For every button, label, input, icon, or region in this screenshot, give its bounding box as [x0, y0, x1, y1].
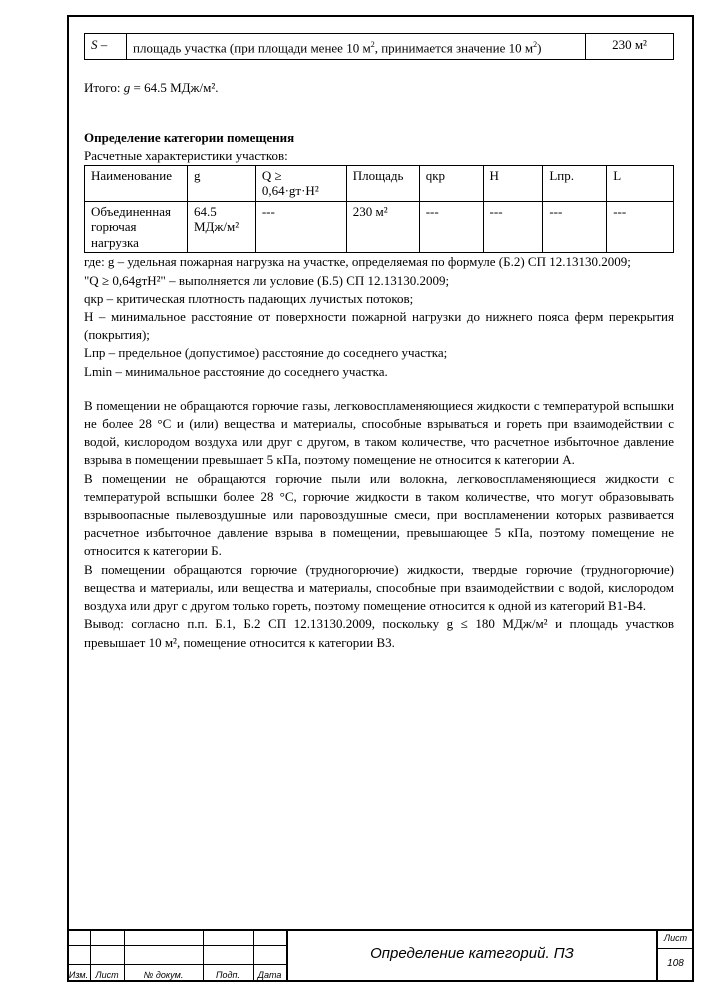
table-cell: --- — [419, 201, 483, 253]
sheet-number: 108 — [667, 958, 684, 969]
conclusion-paragraph: Вывод: согласно п.п. Б.1, Б.2 СП 12.13130.2009, поскольку g ≤ 180 МДж/м² и площадь участков превышает 10 м², помещение относится к категории В3. — [84, 616, 674, 650]
col-header: g — [187, 165, 255, 201]
paragraph: В помещении не обращаются горючие пыли или волокна, легковоспламеняющиеся жидкости с температурой вспышки более 28 °С, горючие жидкости в таком количестве, что могут образовывать взрывоопасные пылевоздушные или паровоздушные смеси, при воспламенении которых развивается расчетное избыточное давление взрыва в помещении, превышающее 5 кПа, поэтому помещение не относится к категории Б. — [84, 470, 674, 559]
table-cell: --- — [483, 201, 543, 253]
paragraph: В помещении обращаются горючие (трудногорючие) жидкости, твердые горючие (трудногорючие) вещества и материалы, или вещества и материалы, способные при взаимодействии с водой, кислородом воздуха или друг с другом только гореть, поэтому помещение относится к одной из категорий В1-В4. — [84, 561, 674, 614]
legend-item: Lпр – предельное (допустимое) расстояние до соседнего участка; — [84, 345, 448, 361]
section-title: Определение категории помещения — [84, 129, 295, 145]
legend-item: H – минимальное расстояние от поверхности пожарной нагрузки до нижнего пояса ферм перекрытия (покрытия); — [84, 309, 674, 343]
table-cell: --- — [607, 201, 674, 253]
section-subtitle: Расчетные характеристики участков: — [84, 147, 288, 163]
table-cell: --- — [543, 201, 607, 253]
table-cell: Объединенная горючая нагрузка — [85, 201, 188, 253]
legend-item: qкр – критическая плотность падающих лучистых потоков; — [84, 290, 414, 306]
table-row — [85, 34, 674, 60]
col-header: Q ≥ 0,64·gт·H² — [255, 165, 346, 201]
col-header: H — [483, 165, 543, 201]
legend-item: "Q ≥ 0,64gтH²" – выполняется ли условие (Б.5) СП 12.13130.2009; — [84, 272, 450, 288]
table-row — [85, 201, 674, 253]
label-list: Лист — [95, 970, 119, 980]
label-signature: Подп. — [216, 970, 240, 980]
table-cell: 230 м² — [346, 201, 419, 253]
label-izm: Изм. — [68, 970, 89, 980]
total-line: Итого: g = 64.5 МДж/м². — [84, 80, 219, 96]
col-header: Наименование — [85, 165, 188, 201]
label-date: Дата — [257, 970, 282, 980]
document-body — [84, 33, 674, 652]
table-cell: 64.5 МДж/м² — [187, 201, 255, 253]
title-block — [67, 929, 694, 982]
table-cell: --- — [255, 201, 346, 253]
legend — [84, 253, 674, 380]
table-header-row — [85, 165, 674, 201]
paragraph: В помещении не обращаются горючие газы, легковоспламеняющиеся жидкости с температурой вспышки не более 28 °С и (или) вещества и материалы, способные взрываться и гореть при взаимодействии с водой, кислородом воздуха или друг с другом, в таком количестве, что расчетное избыточное давление взрыва в помещении превышает 5 кПа, поэтому помещение не относится к категории А. — [84, 397, 674, 468]
s-symbol: S – — [85, 34, 127, 60]
characteristics-table — [84, 165, 674, 254]
legend-item: Lmin – минимальное расстояние до соседнего участка. — [84, 363, 388, 379]
col-header: qкр — [419, 165, 483, 201]
col-header: Площадь — [346, 165, 419, 201]
col-header: L — [607, 165, 674, 201]
document-title: Определение категорий. ПЗ — [370, 945, 574, 962]
col-header: Lпр. — [543, 165, 607, 201]
sheet-label: Лист — [663, 933, 688, 943]
s-definition-table — [84, 33, 674, 60]
s-value: 230 м² — [586, 34, 674, 60]
legend-item: где: g – удельная пожарная нагрузка на участке, определяемая по формуле (Б.2) СП 12.13130.2009; — [84, 254, 631, 270]
label-doc-number: № докум. — [143, 970, 184, 980]
s-description: площадь участка (при площади менее 10 $м^2$, принимается значение 10 $м^2$) — [127, 34, 586, 60]
